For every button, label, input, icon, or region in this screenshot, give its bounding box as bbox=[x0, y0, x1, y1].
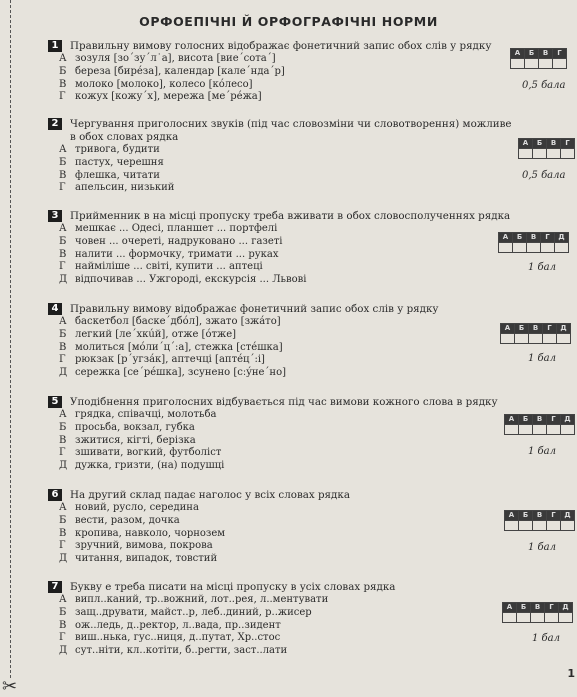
answer-option bbox=[48, 528, 518, 541]
option-letter: Д bbox=[59, 460, 68, 472]
answer-cell[interactable] bbox=[499, 243, 513, 253]
answer-option bbox=[48, 502, 518, 515]
answer-cell[interactable] bbox=[561, 149, 575, 159]
answer-grid bbox=[498, 232, 569, 253]
answer-option bbox=[48, 274, 518, 287]
option-text: новий, русло, середина bbox=[75, 502, 199, 513]
answer-grid-header: В bbox=[529, 324, 543, 334]
option-text: пастух, черешня bbox=[75, 156, 164, 168]
option-text: відпочивав ... Ужгороді, екскурсія ... Львові bbox=[75, 274, 307, 286]
answer-grid-header: В bbox=[533, 415, 547, 425]
answer-grid-header: Б bbox=[513, 233, 527, 243]
answer-cell[interactable] bbox=[557, 334, 571, 344]
option-text: грядка, співачці, молотьба bbox=[75, 409, 217, 420]
answer-grid-header: Г bbox=[561, 139, 575, 149]
answer-grid-header: Б bbox=[517, 603, 531, 613]
answer-option bbox=[48, 460, 518, 473]
question-prompt bbox=[48, 40, 518, 53]
answer-cell[interactable] bbox=[505, 521, 519, 531]
option-letter: Д bbox=[59, 553, 68, 565]
answer-cell[interactable] bbox=[511, 59, 525, 69]
question-text: Уподібнення приголосних відбувається під час вимови кожного слова в рядку bbox=[70, 396, 498, 408]
score-label: 1 бал bbox=[532, 633, 560, 644]
question-number: 3 bbox=[48, 210, 62, 222]
answer-grid-header: Б bbox=[515, 324, 529, 334]
option-text: защ..друвати, майст..р, леб..диний, р..жисер bbox=[75, 606, 312, 618]
option-text: налити ... формочку, тримати ... руках bbox=[75, 248, 279, 260]
answer-grid-header: Г bbox=[543, 324, 557, 334]
option-text: береза [бирéза], календар [калеˊндаˊр] bbox=[75, 65, 285, 77]
answer-option bbox=[48, 157, 518, 170]
answer-cell[interactable] bbox=[515, 334, 529, 344]
answer-cell[interactable] bbox=[561, 425, 575, 435]
option-letter: А bbox=[59, 53, 67, 64]
answer-grid-header: В bbox=[527, 233, 541, 243]
answer-grid-header: А bbox=[519, 139, 533, 149]
answer-grid-header: Г bbox=[553, 49, 567, 59]
option-letter: Б bbox=[59, 235, 67, 247]
answer-cell[interactable] bbox=[533, 149, 547, 159]
option-letter: Д bbox=[59, 645, 68, 657]
option-letter: Г bbox=[59, 354, 66, 366]
option-text: просьба, вокзал, губка bbox=[75, 421, 195, 433]
question-text: Букву е треба писати на місці пропуску в усіх словах рядка bbox=[70, 581, 396, 593]
answer-option bbox=[48, 540, 518, 553]
question-text: На другий склад падає наголос у всіх словах рядка bbox=[70, 489, 350, 501]
score-label: 1 бал bbox=[528, 446, 556, 457]
question-5 bbox=[48, 396, 518, 473]
answer-grid bbox=[504, 414, 575, 435]
answer-grid-header: Д bbox=[557, 324, 571, 334]
answer-grid-header: Б bbox=[533, 139, 547, 149]
page-number: 1 bbox=[567, 667, 575, 680]
question-prompt bbox=[48, 489, 518, 502]
answer-option bbox=[48, 249, 518, 262]
answer-option bbox=[48, 447, 518, 460]
answer-grid-header: Д bbox=[561, 415, 575, 425]
answer-option bbox=[48, 329, 518, 342]
answer-grid-header: Г bbox=[547, 415, 561, 425]
answer-grid bbox=[502, 602, 573, 623]
option-text: сут..ніти, кл..котіти, б..регти, заст..лати bbox=[75, 645, 288, 657]
answer-grid-header: Д bbox=[559, 603, 573, 613]
option-text: читання, випадок, товстий bbox=[75, 553, 218, 565]
question-3 bbox=[48, 210, 518, 287]
option-text: кропива, навколо, чорнозем bbox=[75, 527, 226, 539]
answer-grid bbox=[518, 138, 575, 159]
answer-option bbox=[48, 236, 518, 249]
question-prompt bbox=[48, 118, 518, 144]
answer-cell[interactable] bbox=[519, 149, 533, 159]
option-letter: Б bbox=[59, 65, 67, 77]
option-text: рюкзак [рˊугзáк], аптечці [аптéцˊ:і] bbox=[75, 354, 265, 366]
option-letter: В bbox=[59, 527, 67, 539]
answer-grid-header: Б bbox=[519, 511, 533, 521]
answer-grid bbox=[510, 48, 567, 69]
answer-option bbox=[48, 367, 518, 380]
question-number: 4 bbox=[48, 303, 62, 315]
question-text: Правильну вимову голосних відображає фонетичний запис обох слів у рядку bbox=[70, 40, 492, 52]
option-letter: Д bbox=[59, 367, 68, 379]
question-prompt bbox=[48, 396, 518, 409]
question-text: Правильну вимову відображає фонетичний запис обох слів у рядку bbox=[70, 303, 439, 315]
answer-option bbox=[48, 144, 518, 157]
answer-grid-header: А bbox=[503, 603, 517, 613]
answer-cell[interactable] bbox=[531, 613, 545, 623]
answer-option bbox=[48, 632, 518, 645]
answer-grid bbox=[504, 510, 575, 531]
option-text: молоко [молоко], колесо [кóлесо] bbox=[75, 78, 253, 90]
answer-grid-header: Г bbox=[541, 233, 555, 243]
option-letter: А bbox=[59, 316, 67, 327]
option-text: човен ... очереті, надруковано ... газеті bbox=[75, 235, 283, 247]
answer-cell[interactable] bbox=[519, 521, 533, 531]
option-text: дужка, гризти, (на) подушці bbox=[75, 460, 225, 472]
scissors-icon: ✂ bbox=[2, 676, 18, 697]
answer-cell[interactable] bbox=[559, 613, 573, 623]
score-label: 1 бал bbox=[528, 542, 556, 553]
answer-grid-header: А bbox=[511, 49, 525, 59]
answer-option bbox=[48, 170, 518, 183]
answer-cell[interactable] bbox=[505, 425, 519, 435]
option-letter: А bbox=[59, 409, 67, 420]
option-letter: Г bbox=[59, 540, 66, 552]
question-7 bbox=[48, 581, 518, 658]
option-letter: Б bbox=[59, 156, 67, 168]
answer-option bbox=[48, 66, 518, 79]
answer-cell[interactable] bbox=[525, 59, 539, 69]
answer-cell[interactable] bbox=[553, 59, 567, 69]
option-text: кожух [кожуˊх], мережа [меˊрéжа] bbox=[75, 91, 262, 103]
option-letter: Г bbox=[59, 91, 66, 103]
answer-option bbox=[48, 79, 518, 92]
question-number: 7 bbox=[48, 581, 62, 593]
option-letter: Г bbox=[59, 632, 66, 644]
answer-option bbox=[48, 645, 518, 658]
question-6 bbox=[48, 489, 518, 566]
answer-option bbox=[48, 553, 518, 566]
option-letter: Г bbox=[59, 182, 66, 194]
question-prompt bbox=[48, 303, 518, 316]
answer-cell[interactable] bbox=[533, 521, 547, 531]
answer-cell[interactable] bbox=[561, 521, 575, 531]
answer-grid-header: Г bbox=[545, 603, 559, 613]
answer-option bbox=[48, 607, 518, 620]
answer-option bbox=[48, 91, 518, 104]
answer-cell[interactable] bbox=[547, 425, 561, 435]
answer-option bbox=[48, 316, 518, 329]
answer-cell[interactable] bbox=[545, 613, 559, 623]
answer-cell[interactable] bbox=[503, 613, 517, 623]
answer-option bbox=[48, 223, 518, 236]
option-text: тривога, будити bbox=[75, 144, 160, 155]
option-text: молиться [мóлиˊцˊ:а], стежка [стéшка] bbox=[75, 341, 283, 353]
option-text: апельсин, низький bbox=[75, 182, 175, 194]
answer-grid-header: Б bbox=[519, 415, 533, 425]
answer-cell[interactable] bbox=[555, 243, 569, 253]
answer-grid-header: А bbox=[505, 511, 519, 521]
answer-option bbox=[48, 342, 518, 355]
score-label: 0,5 бала bbox=[522, 170, 566, 181]
option-text: ож..ледь, д..ректор, л..вада, пр..зидент bbox=[75, 619, 281, 631]
answer-grid-header: А bbox=[499, 233, 513, 243]
option-letter: В bbox=[59, 169, 67, 181]
option-text: вести, разом, дочка bbox=[75, 514, 180, 526]
option-letter: Б bbox=[59, 514, 67, 526]
score-label: 0,5 бала bbox=[522, 80, 566, 91]
option-text: мешкає ... Одесі, планшет ... портфелі bbox=[75, 223, 278, 234]
question-number: 2 bbox=[48, 118, 62, 130]
question-1 bbox=[48, 40, 518, 104]
option-text: зжитися, кігті, берізка bbox=[75, 434, 196, 446]
question-text: Чергування приголосних звуків (під час словозміни чи словотворення) можливе в обох словах рядка bbox=[70, 118, 512, 143]
score-label: 1 бал bbox=[528, 262, 556, 273]
option-text: найміліше ... світі, купити ... аптеці bbox=[75, 261, 263, 273]
answer-grid-header: Г bbox=[547, 511, 561, 521]
option-letter: А bbox=[59, 223, 67, 234]
answer-cell[interactable] bbox=[513, 243, 527, 253]
question-text: Прийменник в на місці пропуску треба вживати в обох словосполученнях рядка bbox=[70, 210, 511, 222]
answer-cell[interactable] bbox=[517, 613, 531, 623]
score-label: 1 бал bbox=[528, 353, 556, 364]
option-letter: В bbox=[59, 434, 67, 446]
answer-option bbox=[48, 354, 518, 367]
answer-grid-header: В bbox=[539, 49, 553, 59]
question-number: 6 bbox=[48, 489, 62, 501]
answer-grid-header: Д bbox=[561, 511, 575, 521]
answer-grid-header: А bbox=[501, 324, 515, 334]
answer-option bbox=[48, 435, 518, 448]
answer-option bbox=[48, 515, 518, 528]
option-letter: А bbox=[59, 144, 67, 155]
option-text: легкий [леˊхкúй], отже [óтже] bbox=[75, 328, 237, 340]
option-text: сережка [сеˊрéшка], зсунено [сːýнеˊно] bbox=[75, 367, 287, 379]
option-letter: А bbox=[59, 502, 67, 513]
answer-option bbox=[48, 261, 518, 274]
option-letter: А bbox=[59, 594, 67, 605]
answer-cell[interactable] bbox=[501, 334, 515, 344]
option-letter: Д bbox=[59, 274, 68, 286]
answer-cell[interactable] bbox=[541, 243, 555, 253]
answer-grid-header: Д bbox=[555, 233, 569, 243]
cut-line bbox=[10, 0, 11, 678]
option-text: випл..каний, тр..вожний, лот..рея, л..ментувати bbox=[75, 594, 329, 605]
answer-cell[interactable] bbox=[547, 521, 561, 531]
answer-grid-header: В bbox=[547, 139, 561, 149]
question-prompt bbox=[48, 581, 518, 594]
option-letter: Б bbox=[59, 606, 67, 618]
option-letter: Г bbox=[59, 261, 66, 273]
option-letter: В bbox=[59, 619, 67, 631]
option-text: баскетбол [баскеˊдбóл], зжато [зжáто] bbox=[75, 316, 281, 327]
answer-grid-header: В bbox=[533, 511, 547, 521]
option-text: зшивати, вогкий, футболіст bbox=[75, 447, 222, 459]
option-letter: Г bbox=[59, 447, 66, 459]
option-letter: В bbox=[59, 78, 67, 90]
answer-cell[interactable] bbox=[547, 149, 561, 159]
option-letter: Б bbox=[59, 328, 67, 340]
option-text: флешка, читати bbox=[75, 169, 160, 181]
question-number: 5 bbox=[48, 396, 62, 408]
answer-cell[interactable] bbox=[519, 425, 533, 435]
option-letter: В bbox=[59, 248, 67, 260]
question-4 bbox=[48, 303, 518, 380]
question-prompt bbox=[48, 210, 518, 223]
answer-option bbox=[48, 594, 518, 607]
option-text: зручний, вимова, покрова bbox=[75, 540, 213, 552]
option-text: виш..нька, гус..ниця, д..путат, Хр..стос bbox=[75, 632, 281, 644]
answer-option bbox=[48, 53, 518, 66]
question-number: 1 bbox=[48, 40, 62, 52]
answer-grid-header: Б bbox=[525, 49, 539, 59]
option-letter: В bbox=[59, 341, 67, 353]
answer-grid bbox=[500, 323, 571, 344]
answer-option bbox=[48, 182, 518, 195]
answer-cell[interactable] bbox=[543, 334, 557, 344]
option-letter: Б bbox=[59, 421, 67, 433]
answer-option bbox=[48, 422, 518, 435]
answer-grid-header: А bbox=[505, 415, 519, 425]
answer-option bbox=[48, 409, 518, 422]
option-text: зозуля [зоˊзуˊл˙а], висота [виеˊсотаˊ] bbox=[75, 53, 276, 64]
answer-cell[interactable] bbox=[539, 59, 553, 69]
page-title: ОРФОЕПІЧНІ Й ОРФОГРАФІЧНІ НОРМИ bbox=[139, 14, 438, 29]
answer-cell[interactable] bbox=[527, 243, 541, 253]
answer-cell[interactable] bbox=[529, 334, 543, 344]
question-2 bbox=[48, 118, 518, 195]
answer-grid-header: В bbox=[531, 603, 545, 613]
answer-cell[interactable] bbox=[533, 425, 547, 435]
answer-option bbox=[48, 620, 518, 633]
